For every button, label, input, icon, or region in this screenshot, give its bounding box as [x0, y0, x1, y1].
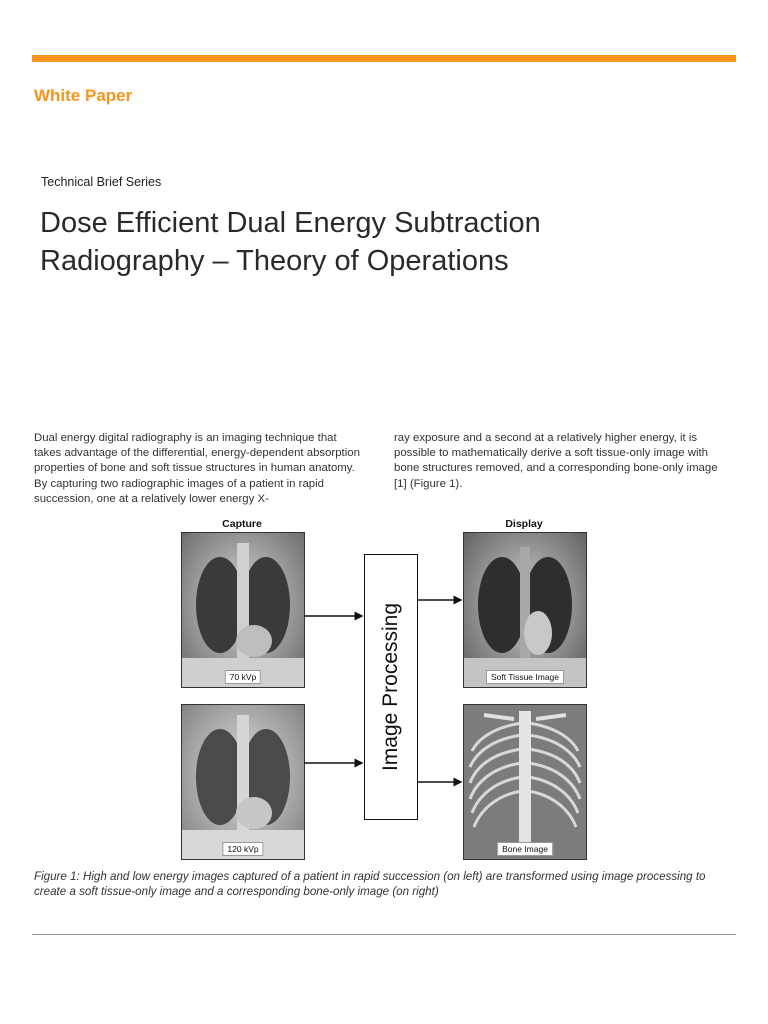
bone-label: Bone Image	[497, 842, 553, 856]
image-processing-label: Image Processing	[379, 602, 402, 772]
chest-xray-image	[464, 705, 586, 859]
title-line-1: Dose Efficient Dual Energy Subtraction	[40, 207, 541, 239]
low-energy-label: 70 kVp	[225, 670, 261, 684]
display-heading: Display	[505, 518, 543, 530]
chest-xray-image	[464, 533, 586, 687]
figure-caption: Figure 1: High and low energy images captured of a patient in rapid succession (on left) are transformed using image processing to create a soft tissue-only image and a corresponding bone-only image (on right)	[34, 870, 706, 899]
xray-bone	[463, 704, 587, 860]
header-accent-rule	[32, 55, 736, 62]
xray-low-energy	[181, 532, 305, 688]
footer-rule	[32, 934, 736, 935]
title-line-2: Radiography – Theory of Operations	[40, 245, 509, 277]
soft-tissue-label: Soft Tissue Image	[486, 670, 564, 684]
capture-heading: Capture	[222, 518, 262, 530]
xray-soft-tissue	[463, 532, 587, 688]
body-paragraph-left: Dual energy digital radiography is an imaging technique that takes advantage of the differential, energy-dependent absorption properties of bone and soft tissue structures in human anatomy. By capturing two radiographic images of a patient in rapid succession, one at a relatively lower energy X-	[34, 432, 360, 505]
brand-label: White Paper	[34, 86, 133, 105]
body-paragraph-right: ray exposure and a second at a relatively higher energy, it is possible to mathematically derive a soft tissue-only image with bone structures removed, and a corresponding bone-only image [1] (Figure 1).	[394, 432, 718, 490]
chest-xray-image	[182, 533, 304, 687]
chest-xray-image	[182, 705, 304, 859]
document-title	[40, 204, 660, 280]
image-processing-box	[364, 554, 418, 820]
high-energy-label: 120 kVp	[222, 842, 263, 856]
figure-1	[150, 516, 590, 861]
xray-high-energy	[181, 704, 305, 860]
series-label: Technical Brief Series	[41, 175, 162, 189]
